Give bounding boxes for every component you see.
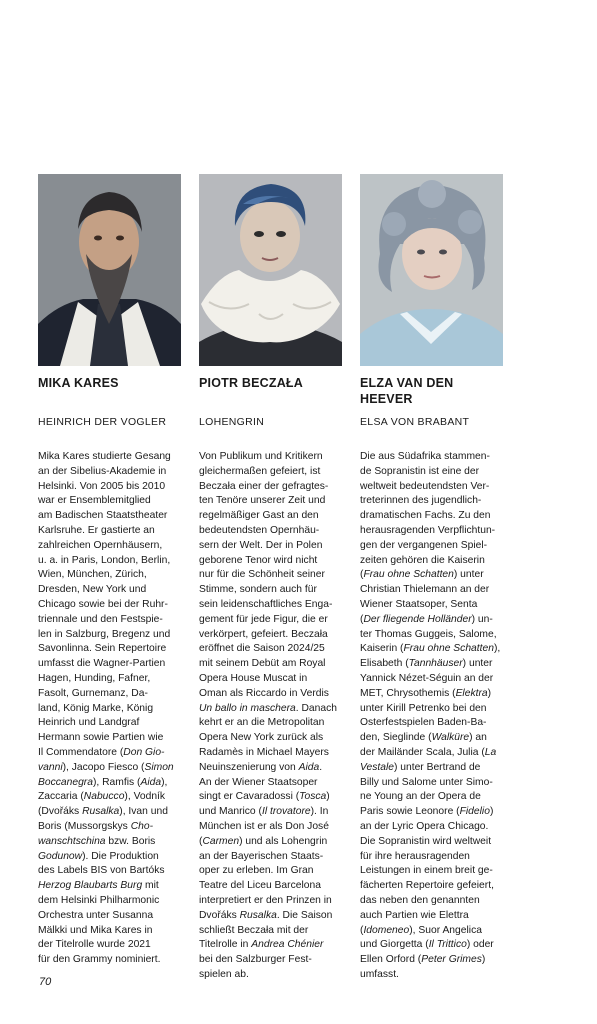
bio-line: triennale und den Festspie- <box>38 613 163 625</box>
bio-line: Ellen Orford (Peter Grimes) <box>360 954 486 966</box>
bio-line: dem Helsinki Philharmonic <box>38 894 160 906</box>
bio-line: Mälkki und Mika Kares in <box>38 924 153 936</box>
bio-line: an der Lyric Opera Chicago. <box>360 820 489 832</box>
bio-line: Billy und Salome unter Simo- <box>360 776 493 788</box>
bio-line: Boris (Mussorgskys Cho- <box>38 820 154 832</box>
bio-line: Mika Kares studierte Gesang <box>38 451 171 462</box>
bio-line: bedeutendsten Opernhäu- <box>199 524 320 536</box>
bio-line: Un ballo in maschera. Danach <box>199 702 337 714</box>
bio-line: Helsinki. Von 2005 bis 2010 <box>38 480 166 492</box>
bio-line: land, König Marke, König <box>38 702 154 714</box>
bio-line: (Idomeneo), Suor Angelica <box>360 924 482 936</box>
bio-line: spielen ab. <box>199 968 249 980</box>
bio-line: Herzog Blaubarts Burg mit <box>38 880 159 892</box>
bio-line: Beczała einer der gefragtes- <box>199 480 329 492</box>
bio-line: Savonlinna. Sein Repertoire <box>38 643 167 655</box>
bio-line: an der Bayerischen Staats- <box>199 850 324 862</box>
bio-line: unter Kirill Petrenko bei den <box>360 702 487 714</box>
bio-line: vanni), Jacopo Fiesco (Simon <box>38 761 174 773</box>
bio-line: und Giorgetta (Il Trittico) oder <box>360 939 494 951</box>
singer-role: LOHENGRIN <box>199 416 265 428</box>
bio-line: (Dvořáks Rusalka), Ivan und <box>38 806 168 818</box>
bio-line: de Sopranistin ist eine der <box>360 465 480 477</box>
bio-line: am Badischen Staatstheater <box>38 510 168 522</box>
bio-line: an der Sibelius-Akademie in <box>38 465 167 477</box>
bio-line: nur für die Schönheit seiner <box>199 569 325 581</box>
bio-line: Dresden, New York und <box>38 584 147 596</box>
bio-line: Boccanegra), Ramfis (Aida), <box>38 776 168 788</box>
singer-card-mika-kares <box>38 174 183 966</box>
bio-line: zeiten gehören die Kaiserin <box>360 554 485 566</box>
singer-name: ELZA VAN DEN HEEVER <box>360 376 454 406</box>
bio-line: umfasst die Wagner-Partien <box>38 658 166 670</box>
bio-line: Hagen, Hunding, Fafner, <box>38 672 151 684</box>
bio-line: sein leidenschaftliches Enga- <box>199 598 333 610</box>
bio-line: Il Commendatore (Don Gio- <box>38 746 165 758</box>
singer-name: MIKA KARES <box>38 376 119 390</box>
bio-line: eröffnet die Saison 2024/25 <box>199 643 325 655</box>
bio-line: verkörpert, gefeiert. Beczała <box>199 628 328 640</box>
bio-line: gleichermaßen gefeiert, ist <box>199 465 321 477</box>
bio-line: Dvořáks Rusalka. Die Saison <box>199 909 333 921</box>
bio-line: Opera House Muscat in <box>199 672 308 684</box>
portrait-photo <box>38 174 181 366</box>
bio-line: Von Publikum und Kritikern <box>199 451 323 462</box>
bio-line: Heinrich und Landgraf <box>38 717 140 729</box>
portrait-photo <box>360 174 503 366</box>
portrait-elza-van-den-heever <box>360 174 503 366</box>
singer-role: HEINRICH DER VOGLER <box>38 416 167 428</box>
bio-line: u. a. in Paris, London, Berlin, <box>38 554 171 566</box>
bio-line: für ihre herausragenden <box>360 850 470 862</box>
portrait-mika-kares <box>38 174 181 366</box>
bio-line: Wien, München, Zürich, <box>38 569 147 581</box>
bio-line: Kaiserin (Frau ohne Schatten), <box>360 643 501 655</box>
page-number: 70 <box>39 976 52 988</box>
bio-line: (Frau ohne Schatten) unter <box>360 569 484 581</box>
bio-line: weltweit bedeutendsten Ver- <box>360 480 490 492</box>
bio-line: Wiener Staatsoper, Senta <box>360 598 478 610</box>
bio-line: für den Grammy nominiert. <box>38 954 161 966</box>
bio-line: und Manrico (Il trovatore). In <box>199 806 329 818</box>
bio-line: Chicago sowie bei der Ruhr- <box>38 598 168 610</box>
bio-line: ne Young an der Opera de <box>360 791 481 803</box>
bio-line: gen der vergangenen Spiel- <box>360 539 488 551</box>
bio-line: gement für jede Figur, die er <box>199 613 328 625</box>
bio-line: Osterfestspielen Baden-Ba- <box>360 717 487 729</box>
portrait-photo <box>199 174 342 366</box>
bio-line: len in Salzburg, Bregenz und <box>38 628 171 640</box>
bio-line: Oman als Riccardo in Verdis <box>199 687 329 699</box>
bio-line: Titelrolle in Andrea Chénier <box>199 939 324 951</box>
singer-bio <box>360 450 508 983</box>
singer-role: ELSA VON BRABANT <box>360 416 470 428</box>
singer-bio <box>199 450 347 983</box>
bio-line: (Carmen) und als Lohengrin <box>199 835 328 847</box>
bio-line: MET, Chrysothemis (Elektra) <box>360 687 492 699</box>
bio-line: war er Ensemblemitglied <box>38 495 151 507</box>
bio-line: (Der fliegende Holländer) un- <box>360 613 493 625</box>
singer-bio <box>38 450 186 968</box>
bio-line: ter Thomas Guggeis, Salome, <box>360 628 497 640</box>
bio-line: kehrt er an die Metropolitan <box>199 717 325 729</box>
bio-line: zahlreichen Opernhäusern, <box>38 539 163 551</box>
bio-line: Fasolt, Gurnemanz, Da- <box>38 687 148 699</box>
bio-line: umfasst. <box>360 968 399 980</box>
bio-line: Orchestra unter Susanna <box>38 909 154 921</box>
bio-line: des Labels BIS von Bartóks <box>38 865 165 877</box>
bio-line: auch Partien wie Elettra <box>360 909 469 921</box>
bio-line: treterinnen des jugendlich- <box>360 495 482 507</box>
bio-line: der Titelrolle wurde 2021 <box>38 939 151 951</box>
bio-line: Radamès in Michael Mayers <box>199 746 329 758</box>
bio-line: wanschtschina bzw. Boris <box>38 835 156 847</box>
bio-line: ten Tenöre unserer Zeit und <box>199 495 326 507</box>
bio-line: den, Sieglinde (Walküre) an <box>360 732 487 744</box>
bio-line: geborene Tenor wird nicht <box>199 554 318 566</box>
bio-line: Elisabeth (Tannhäuser) unter <box>360 658 493 670</box>
bio-line: Opera New York zurück als <box>199 732 324 744</box>
bio-line: Die aus Südafrika stammen- <box>360 451 490 462</box>
bio-line: Paris sowie Leonore (Fidelio) <box>360 806 494 818</box>
bio-line: dramatischen Fachs. Zu den <box>360 510 491 522</box>
bio-line: Christian Thielemann an der <box>360 584 490 596</box>
bio-line: Hermann sowie Partien wie <box>38 732 164 744</box>
bio-line: herausragenden Verpflichtun- <box>360 524 496 536</box>
bio-line: interpretiert er den Prinzen in <box>199 894 332 906</box>
bio-line: oper zu erleben. Im Gran <box>199 865 314 877</box>
bio-line: mit seinem Debüt am Royal <box>199 658 326 670</box>
bio-line: Zaccaria (Nabucco), Vodník <box>38 791 166 803</box>
bio-line: An der Wiener Staatsoper <box>199 776 318 788</box>
bio-line: bei den Salzburger Fest- <box>199 954 312 966</box>
bio-line: fächerten Repertoire gefeiert, <box>360 880 494 892</box>
bio-line: regelmäßiger Gast an den <box>199 510 319 522</box>
bio-line: Die Sopranistin wird weltweit <box>360 835 492 847</box>
bio-line: Stimme, sondern auch für <box>199 584 317 596</box>
singer-card-piotr-beczala <box>199 174 344 980</box>
bio-line: München ist er als Don José <box>199 820 329 832</box>
bio-line: Teatre del Liceu Barcelona <box>199 880 321 892</box>
bio-line: der Mailänder Scala, Julia (La <box>360 746 497 758</box>
singer-name: PIOTR BECZAŁA <box>199 376 303 390</box>
portrait-piotr-beczala <box>199 174 342 366</box>
bio-line: Vestale) unter Bertrand de <box>360 761 481 773</box>
bio-line: sern der Welt. Der in Polen <box>199 539 323 551</box>
singer-card-elza-van-den-heever <box>360 174 505 980</box>
bio-line: singt er Cavaradossi (Tosca) <box>199 791 330 803</box>
bio-line: Yannick Nézet-Séguin an der <box>360 672 494 684</box>
bio-line: Leistungen in einem breit ge- <box>360 865 493 877</box>
bio-line: Neuinszenierung von Aida. <box>199 761 323 773</box>
bio-line: schließt Beczała mit der <box>199 924 309 936</box>
bio-line: das neben den genannten <box>360 894 480 906</box>
bio-line: Godunow). Die Produktion <box>38 850 159 862</box>
bio-line: Karlsruhe. Er gastierte an <box>38 524 155 536</box>
